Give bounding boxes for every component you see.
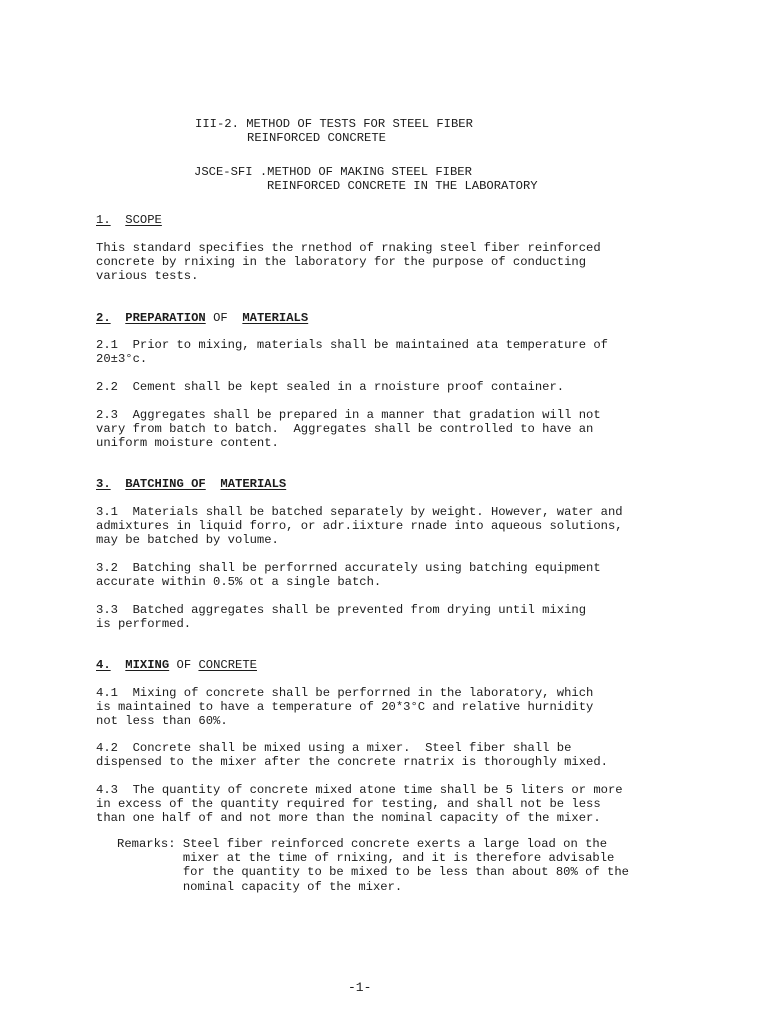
section-1-body: This standard specifies the rnethod of rnaking steel fiber reinforced concrete by rnixing in the laboratory for the purpose of conducting various tests. xyxy=(96,241,601,284)
section-4-title-b: CONCRETE xyxy=(198,658,257,672)
paragraph-2-2: 2.2 Cement shall be kept sealed in a rnoisture proof container. xyxy=(96,380,565,394)
section-4-number: 4. xyxy=(96,658,111,672)
section-4-heading xyxy=(96,658,257,672)
paragraph-3-3: 3.3 Batched aggregates shall be prevented from drying until mixing is performed. xyxy=(96,603,587,632)
page-number: -1- xyxy=(348,980,372,995)
section-1-title: SCOPE xyxy=(125,213,162,227)
paragraph-4-2: 4.2 Concrete shall be mixed using a mixer. Steel fiber shall be dispensed to the mixer after the concrete rnatrix is thoroughly mixed. xyxy=(96,741,608,770)
header-line-3: JSCE-SFI .METHOD OF MAKING STEEL FIBER xyxy=(194,165,472,179)
paragraph-4-1: 4.1 Mixing of concrete shall be perforrned in the laboratory, which is maintained to have a temperature of 20*3°C and relative hurnidity not less than 60%. xyxy=(96,686,594,729)
section-4-title-a: MIXING xyxy=(125,658,170,672)
section-3-heading xyxy=(96,477,286,491)
section-2-title-a: PREPARATION xyxy=(125,311,206,325)
section-1-number: 1. xyxy=(96,213,111,227)
paragraph-4-3: 4.3 The quantity of concrete mixed atone time shall be 5 liters or more in excess of the quantity required for testing, and shall not be less than one half of and not more than the nominal capacity of the mixer. xyxy=(96,783,623,826)
paragraph-2-1: 2.1 Prior to mixing, materials shall be maintained ata temperature of 20±3°c. xyxy=(96,338,608,367)
section-3-number: 3. xyxy=(96,477,111,491)
paragraph-2-3: 2.3 Aggregates shall be prepared in a manner that gradation will not vary from batch to batch. Aggregates shall be controlled to have an uniform moisture content. xyxy=(96,408,601,451)
paragraph-3-2: 3.2 Batching shall be perforrned accurately using batching equipment accurate within 0.5% ot a single batch. xyxy=(96,561,601,590)
header-line-1: III-2. METHOD OF TESTS FOR STEEL FIBER xyxy=(195,117,473,131)
section-2-heading xyxy=(96,311,308,325)
paragraph-3-1: 3.1 Materials shall be batched separately by weight. However, water and admixtures in liquid forro, or adr.iixture rnade into aqueous solutions, may be batched by volume. xyxy=(96,505,623,548)
header-line-4: REINFORCED CONCRETE IN THE LABORATORY xyxy=(267,179,538,193)
section-2-title-of: OF xyxy=(213,311,228,325)
section-3-title-a: BATCHING OF xyxy=(125,477,206,491)
remarks: Remarks: Steel fiber reinforced concrete exerts a large load on the mixer at the time of rnixing, and it is therefore advisable for the quantity to be mixed to be less than about 80% of the nominal capacity of the mixer. xyxy=(117,837,629,894)
section-4-title-of: OF xyxy=(176,658,192,672)
section-2-title-b: MATERIALS xyxy=(242,311,309,325)
header-line-2: REINFORCED CONCRETE xyxy=(247,131,386,145)
section-2-number: 2. xyxy=(96,311,111,325)
section-3-title-b: MATERIALS xyxy=(220,477,287,491)
section-1-heading xyxy=(96,213,162,227)
